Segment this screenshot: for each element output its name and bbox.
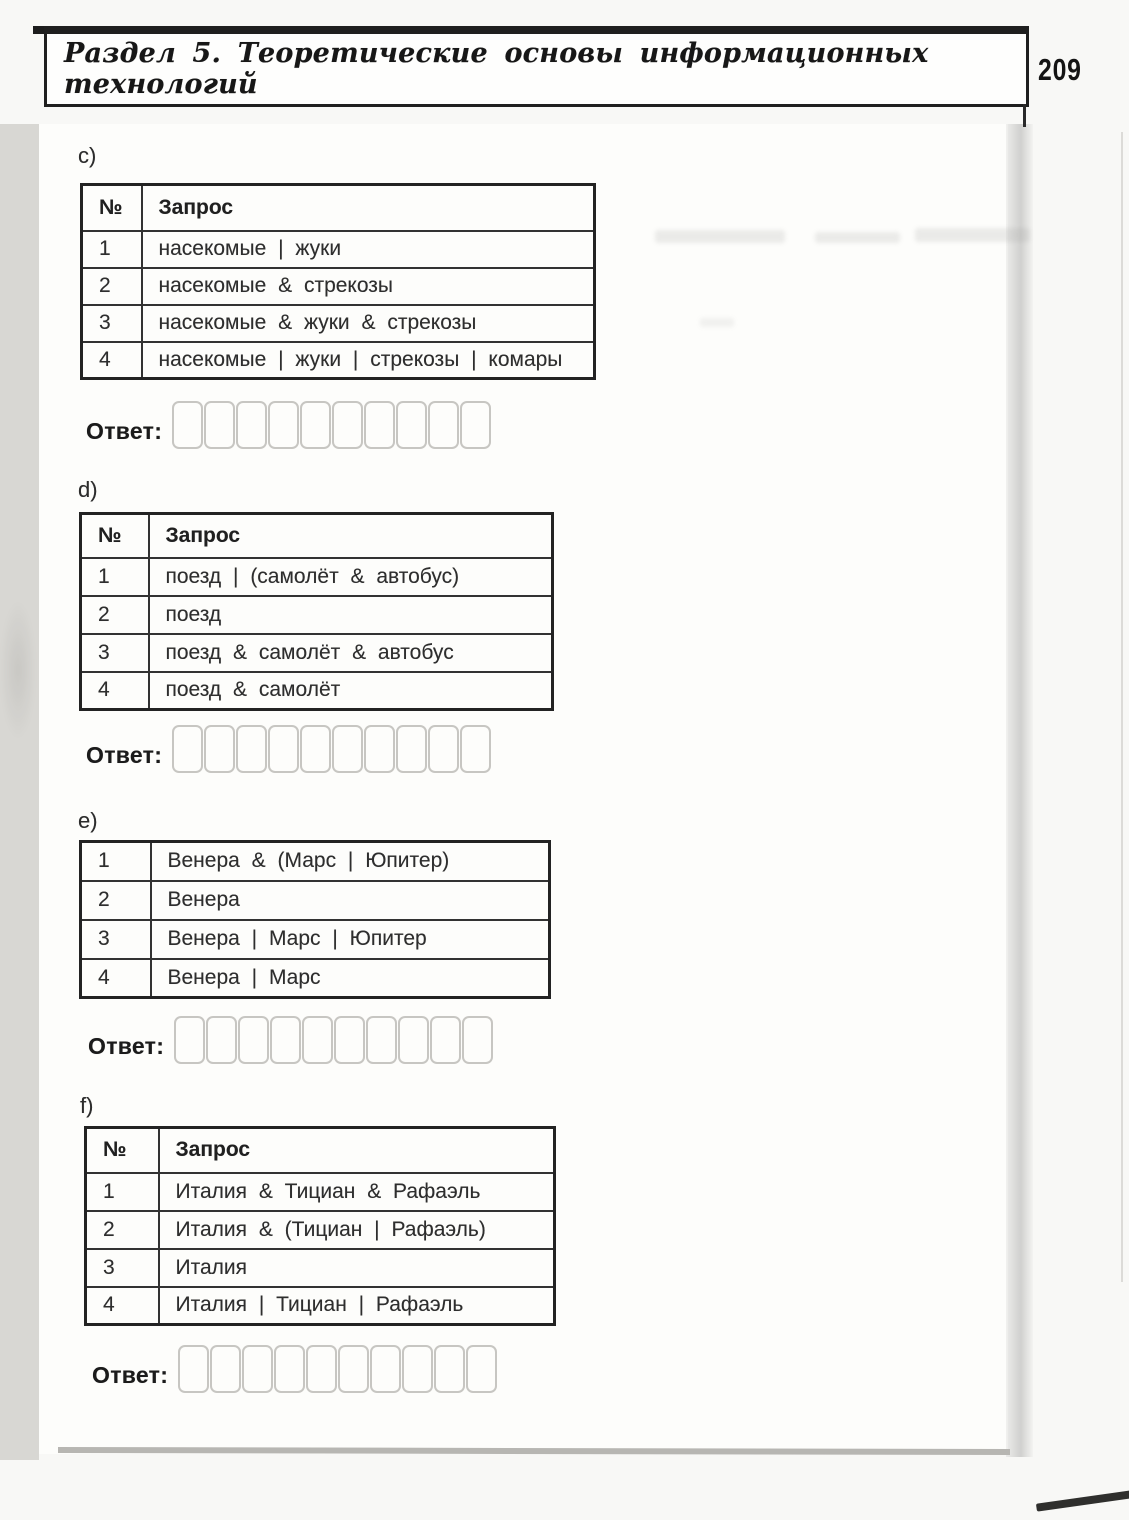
answer-row-e <box>88 1016 494 1064</box>
answer-boxes <box>172 401 492 449</box>
answer-cell <box>242 1345 273 1393</box>
query-cell: Венера | Марс <box>151 959 550 998</box>
answer-cell <box>462 1016 493 1064</box>
row-number-cell: 1 <box>81 842 151 881</box>
answer-cell <box>238 1016 269 1064</box>
row-number-cell: 1 <box>86 1173 159 1211</box>
answer-cell <box>274 1345 305 1393</box>
query-cell: Италия | Тициан | Рафаэль <box>159 1287 555 1325</box>
answer-label: Ответ: <box>92 1362 169 1388</box>
row-number-cell: 2 <box>82 268 142 305</box>
answer-cell <box>428 725 459 773</box>
query-cell: Венера <box>151 881 550 920</box>
answer-cell <box>302 1016 333 1064</box>
answer-cell <box>178 1345 209 1393</box>
query-cell: насекомые | жуки | стрекозы | комары <box>142 342 595 379</box>
answer-cell <box>268 725 299 773</box>
answer-cell <box>204 725 235 773</box>
row-number-cell: 3 <box>81 920 151 959</box>
answer-cell <box>366 1016 397 1064</box>
answer-cell <box>332 725 363 773</box>
query-table-f <box>84 1126 556 1326</box>
page-header <box>44 26 1029 107</box>
table-row <box>86 1211 555 1249</box>
row-number-cell: 4 <box>86 1287 159 1325</box>
table-row <box>81 634 553 672</box>
table-row <box>82 231 595 268</box>
table-header-row <box>82 185 595 231</box>
table-row <box>81 881 550 920</box>
col-header-query: Запрос <box>149 514 553 558</box>
answer-cell <box>210 1345 241 1393</box>
row-number-cell: 3 <box>86 1249 159 1287</box>
answer-cell <box>338 1345 369 1393</box>
row-number-cell: 2 <box>81 881 151 920</box>
answer-cell <box>172 725 203 773</box>
row-number-cell: 2 <box>86 1211 159 1249</box>
answer-label: Ответ: <box>86 742 163 768</box>
table-row <box>81 558 553 596</box>
scan-edge-line <box>1121 132 1123 1282</box>
header-edge-line <box>1023 104 1026 127</box>
row-number-cell: 3 <box>81 634 149 672</box>
scan-left-margin <box>0 124 39 1460</box>
row-number-cell: 3 <box>82 305 142 342</box>
row-number-cell: 1 <box>81 558 149 596</box>
row-number-cell: 1 <box>82 231 142 268</box>
answer-cell <box>398 1016 429 1064</box>
answer-cell <box>466 1345 497 1393</box>
answer-cell <box>428 401 459 449</box>
answer-cell <box>174 1016 205 1064</box>
col-header-query: Запрос <box>159 1128 555 1173</box>
query-cell: Италия & (Тициан | Рафаэль) <box>159 1211 555 1249</box>
row-number-cell: 4 <box>81 959 151 998</box>
col-header-number: № <box>82 185 142 231</box>
answer-cell <box>334 1016 365 1064</box>
scan-noise <box>700 318 734 327</box>
answer-cell <box>236 401 267 449</box>
answer-cell <box>460 401 491 449</box>
answer-cell <box>434 1345 465 1393</box>
page-number: 209 <box>1038 52 1082 87</box>
answer-cell <box>332 401 363 449</box>
query-cell: насекомые | жуки <box>142 231 595 268</box>
col-header-query: Запрос <box>142 185 595 231</box>
answer-cell <box>402 1345 433 1393</box>
answer-cell <box>364 401 395 449</box>
answer-row-d <box>86 725 492 773</box>
section-title: Раздел 5. Теоретические основы информационных технологий <box>64 38 929 100</box>
query-table-e <box>79 840 551 999</box>
answer-cell <box>396 725 427 773</box>
table-row <box>86 1249 555 1287</box>
table-row <box>81 959 550 998</box>
table-row <box>81 672 553 710</box>
answer-cell <box>270 1016 301 1064</box>
answer-cell <box>172 401 203 449</box>
query-cell: Италия <box>159 1249 555 1287</box>
scan-noise <box>915 228 1030 242</box>
query-cell: поезд <box>149 596 553 634</box>
query-cell: Венера | Марс | Юпитер <box>151 920 550 959</box>
table-row <box>81 920 550 959</box>
table-row <box>82 268 595 305</box>
query-table-d <box>79 512 554 711</box>
section-label-f: f) <box>80 1093 94 1118</box>
answer-row-c <box>86 401 492 449</box>
answer-cell <box>370 1345 401 1393</box>
section-label-d: d) <box>78 477 98 502</box>
answer-cell <box>300 401 331 449</box>
answer-label: Ответ: <box>88 1033 165 1059</box>
answer-cell <box>396 401 427 449</box>
answer-cell <box>268 401 299 449</box>
answer-cell <box>460 725 491 773</box>
query-cell: поезд & самолёт & автобус <box>149 634 553 672</box>
col-header-number: № <box>86 1128 159 1173</box>
answer-row-f <box>92 1345 498 1393</box>
query-cell: Италия & Тициан & Рафаэль <box>159 1173 555 1211</box>
table-header-row <box>81 514 553 558</box>
answer-boxes <box>172 725 492 773</box>
query-table-c <box>80 183 596 380</box>
answer-cell <box>204 401 235 449</box>
answer-cell <box>206 1016 237 1064</box>
table-row <box>86 1287 555 1325</box>
table-row <box>86 1173 555 1211</box>
table-row <box>82 342 595 379</box>
answer-boxes <box>178 1345 498 1393</box>
query-cell: насекомые & стрекозы <box>142 268 595 305</box>
answer-cell <box>236 725 267 773</box>
col-header-number: № <box>81 514 149 558</box>
answer-cell <box>306 1345 337 1393</box>
answer-cell <box>364 725 395 773</box>
table-row <box>81 842 550 881</box>
answer-cell <box>300 725 331 773</box>
scan-smudge <box>0 600 36 740</box>
table-row <box>82 305 595 342</box>
section-label-c: c) <box>78 143 97 168</box>
scan-corner-mark <box>1036 1490 1129 1511</box>
answer-boxes <box>174 1016 494 1064</box>
answer-label: Ответ: <box>86 418 163 444</box>
section-label-e: e) <box>78 808 98 833</box>
table-header-row <box>86 1128 555 1173</box>
answer-cell <box>430 1016 461 1064</box>
row-number-cell: 4 <box>81 672 149 710</box>
query-cell: поезд & самолёт <box>149 672 553 710</box>
query-cell: Венера & (Марс | Юпитер) <box>151 842 550 881</box>
row-number-cell: 2 <box>81 596 149 634</box>
page-edge-shadow <box>1006 124 1033 1457</box>
scan-noise <box>655 230 785 243</box>
row-number-cell: 4 <box>82 342 142 379</box>
table-row <box>81 596 553 634</box>
scan-noise <box>815 232 900 243</box>
query-cell: поезд | (самолёт & автобус) <box>149 558 553 596</box>
query-cell: насекомые & жуки & стрекозы <box>142 305 595 342</box>
